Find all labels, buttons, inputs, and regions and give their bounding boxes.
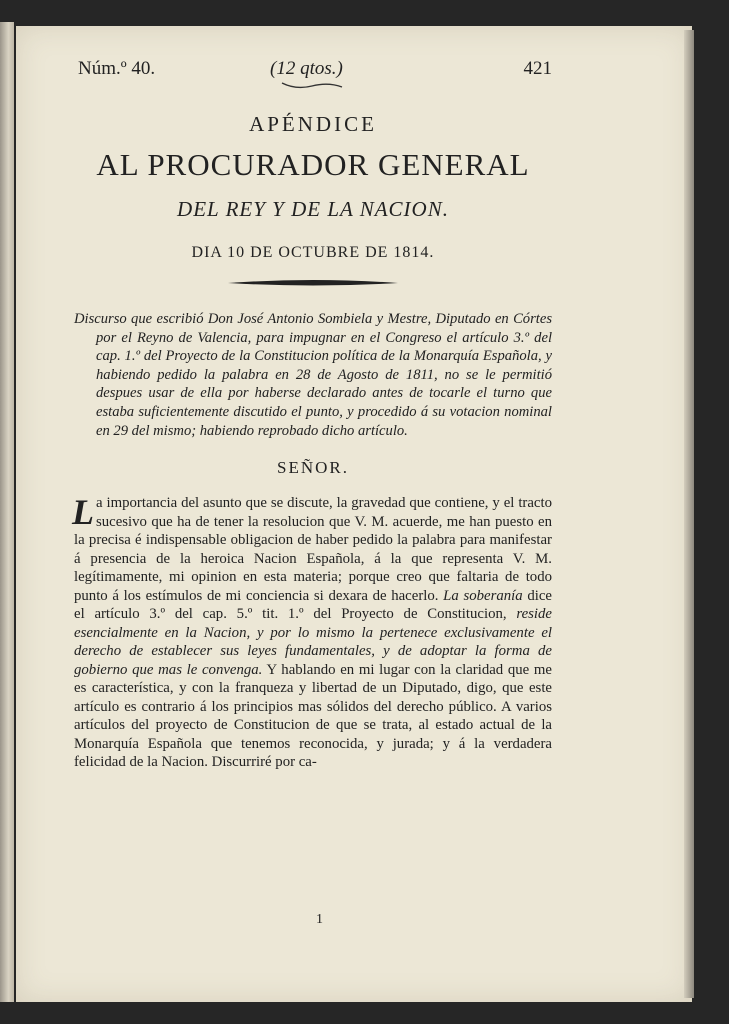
page-subtitle: DEL REY Y DE LA NACION. bbox=[177, 197, 449, 221]
issue-number: Núm.º 40. bbox=[78, 58, 156, 79]
page-title: AL PROCURADOR GENERAL bbox=[96, 147, 530, 182]
left-page-edge bbox=[0, 22, 14, 1002]
body-quote-2: reside esencialmente en la Nacion, y por lo mismo la pertenece exclusivamente el derecho de establecer sus leyes fundamentales, y de adoptar la forma de gobierno que mas le convenga. bbox=[74, 606, 552, 678]
salutation: SEÑOR. bbox=[277, 458, 349, 478]
heading-apendice: APÉNDICE bbox=[249, 112, 377, 136]
ornamental-rule-icon bbox=[228, 278, 398, 288]
body-text-part-1: a importancia del asunto que se discute, la gravedad que contiene, y el tracto sucesivo que ha de tener la resolucion que V. M. acuerde, me han puesto en la precisa é indispensable obligacion de haber pedido la palabra para manifestar á presencia de la heroica Nacion Española, á la que representa V. M. legítimamente, mi opinion en esta materia; porque creo que faltaria de todo punto á los estímulos de mi conciencia si dexara de hacerlo. bbox=[74, 495, 552, 604]
discourse-summary: Discurso que escribió Don José Antonio Sombiela y Mestre, Diputado en Córtes por el Reyno de Valencia, para impugnar en el Congreso el artículo 3.º del cap. 1.º del Proyecto de la Constitucion política de la Monarquía Española, y habiendo pedido la palabra en 28 de Agosto de 1811, no se le permitió despues usar de ella por haberse declarado antes de tocarle el turno que estaba suficientemente discutido el punto, y procedido á su votacion nominal en 29 del mismo; habiendo reprobado dicho artículo. bbox=[74, 311, 552, 439]
document-page bbox=[16, 26, 692, 1002]
format-note: (12 qtos.) bbox=[270, 58, 343, 79]
text-area bbox=[74, 54, 552, 772]
running-header bbox=[74, 54, 552, 90]
body-text-part-3: Y hablando en mi lugar con la claridad que me es característica, y con la franqueza y libertad de un Diputado, digo, que este artículo es contrario á los principios mas sólidos del derecho público. A varios artículos del proyecto de Constitucion de que se trata, al estado actual de la Monarquía Española que tenemos reconocida, y jurada; y á la verdadera felicidad de la Nacion. Discurriré por ca- bbox=[74, 661, 552, 771]
issue-date: DIA 10 DE OCTUBRE DE 1814. bbox=[191, 244, 435, 261]
page-number: 421 bbox=[523, 58, 552, 79]
header-flourish-icon bbox=[280, 80, 344, 90]
body-quote-1: La soberanía bbox=[443, 587, 523, 604]
body-paragraph bbox=[74, 494, 552, 772]
signature-mark: 1 bbox=[316, 912, 323, 927]
drop-cap: L bbox=[72, 492, 94, 533]
right-page-edge bbox=[684, 30, 694, 998]
body-text-part-2: dice el artículo 3.º del cap. 5.º tit. 1.º del Proyecto de Constitucion, bbox=[74, 587, 552, 623]
